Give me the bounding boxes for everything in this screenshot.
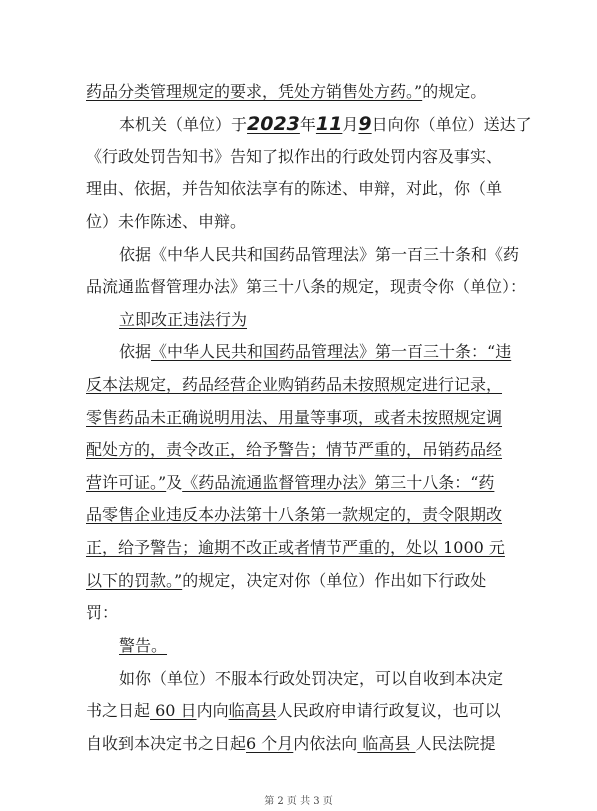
- text-run: 《行政处罚告知书》告知了拟作出的行政处罚内容及事实、: [86, 147, 503, 166]
- text-line: [0, 178, 597, 200]
- text-line: [0, 81, 597, 103]
- text-run: 品流通监督管理办法》第三十八条的规定，现责令你（单位）：: [86, 277, 527, 296]
- text-line: [0, 504, 597, 526]
- text-run: 依据: [119, 342, 152, 361]
- text-line: [0, 146, 597, 168]
- text-run: 书之日起: [86, 701, 151, 720]
- text-run: 的规定，决定对你（单位）作出如下行政处: [182, 571, 487, 590]
- underlined-text: 品零售企业违反本办法第十八条第一款规定的，责令限期改: [86, 505, 503, 524]
- text-line: [0, 602, 597, 624]
- text-run: 人民政府申请行政复议，也可以: [276, 701, 501, 720]
- underlined-text: 6 个月: [246, 734, 294, 753]
- text-line: [0, 570, 597, 592]
- text-run: 的规定。: [422, 82, 487, 101]
- text-run: 及: [166, 473, 183, 492]
- text-line: [0, 276, 597, 298]
- underlined-text: 60 日: [150, 701, 197, 720]
- text-run: 月: [342, 115, 359, 134]
- text-run: 日向你（单位）送达了: [371, 115, 532, 134]
- handwritten-date-value: 11: [315, 113, 343, 135]
- underlined-text: 临高县: [357, 734, 416, 753]
- handwritten-date-value: 2023: [247, 113, 300, 135]
- text-line: [0, 374, 597, 396]
- text-line: [0, 733, 597, 755]
- underlined-text: 立即改正违法行为: [119, 310, 248, 329]
- underlined-text: 配处方的，责令改正，给予警告；情节严重的，吊销药品经: [86, 440, 503, 459]
- text-run: 年: [299, 115, 316, 134]
- underlined-text: 营许可证。”: [86, 473, 167, 492]
- text-run: 内向: [196, 701, 229, 720]
- text-line: [0, 113, 597, 136]
- text-run: 罚：: [86, 603, 119, 622]
- underlined-text: 零售药品未正确说明用法、用量等事项，或者未按照规定调: [86, 408, 503, 427]
- text-run: 如你（单位）不服本行政处罚决定，可以自收到本决定: [119, 669, 504, 688]
- text-run: 人民法院提: [415, 734, 496, 753]
- underlined-text: 警告。: [119, 636, 168, 655]
- handwritten-date-value: 9: [358, 113, 372, 135]
- text-line: [0, 439, 597, 461]
- text-run: 依据《中华人民共和国药品管理法》第一百三十条和《药: [119, 245, 520, 264]
- underlined-text: 反本法规定，药品经营企业购销药品未按照规定进行记录，: [86, 375, 503, 394]
- underlined-text: 临高县: [228, 701, 277, 720]
- text-line: [0, 211, 597, 233]
- text-line: [0, 244, 597, 266]
- text-run: 理由、依据，并告知依法享有的陈述、申辩，对此，你（单: [86, 179, 503, 198]
- text-line: [0, 341, 597, 363]
- text-line: [0, 668, 597, 690]
- underlined-text: 正，给予警告；逾期不改正或者情节严重的，处以 1000 元: [86, 538, 505, 557]
- underlined-text: 药品分类管理规定的要求，凭处方销售处方药。”: [86, 82, 423, 101]
- text-line: [0, 407, 597, 429]
- underlined-text: 以下的罚款。”: [86, 571, 183, 590]
- underlined-text: 《中华人民共和国药品管理法》第一百三十条：“违: [151, 342, 512, 361]
- text-line: [0, 635, 597, 657]
- text-line: [0, 700, 597, 722]
- underlined-text: 《药品流通监督管理办法》第三十八条：“药: [182, 473, 495, 492]
- text-line: [0, 472, 597, 494]
- text-line: [0, 309, 597, 331]
- page-footer: 第 2 页 共 3 页: [264, 796, 333, 807]
- text-run: 内依法向: [293, 734, 358, 753]
- text-line: [0, 537, 597, 559]
- text-run: 本机关（单位）于: [119, 115, 248, 134]
- text-run: 位）未作陈述、申辩。: [86, 212, 247, 231]
- text-run: 自收到本决定书之日起: [86, 734, 247, 753]
